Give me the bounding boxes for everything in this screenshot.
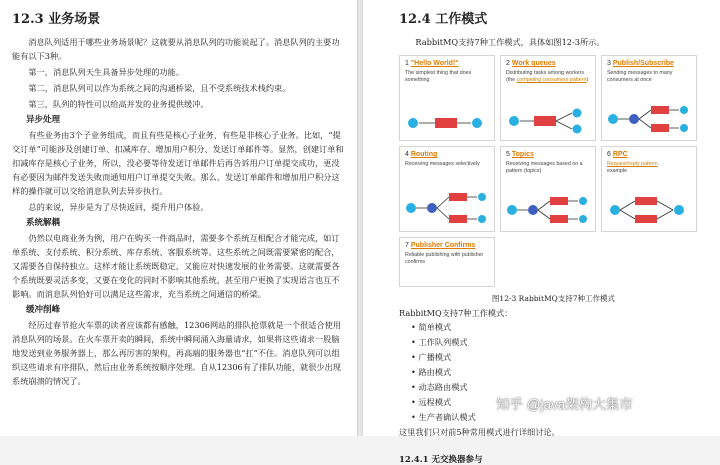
list-item: • 远程模式 [411,395,708,410]
decouple-body: 仍然以电商业务为例，用户在购买一件商品时，需要多个系统互相配合才能完成，如订单系统、支付系统、积分系统、库存系统、客服系统等。这些系统之间既需要紧密的配合，又需要各自保持独立。这样才能让系统既稳定，又能应对快速发展的业务需要。这就需要各个系统既要灵活多变，又要在变化的同时不影响其他系统，甚至用户更换了实现语言也互不影响。而消息队列恰好可以满足这些需求，充当系统之间通信的桥梁。 [12,233,340,299]
intro-paragraph: 消息队列适用于哪些业务场景呢？这就要从消息队列的功能说起了。消息队列的主要功能有以下3种。 [12,37,340,61]
tile-description: Distributing tasks among workers (the competing consumers pattern) [506,70,589,83]
tile-publish-subscribe [601,55,697,141]
tile-number: 3 [607,60,611,67]
async-summary: 总的来说，异步是为了尽快返回，提升用户体验。 [28,202,209,212]
tile-description: The simplest thing that does something [405,70,472,83]
figure-caption: 图12-3 RabbitMQ支持7种工作模式 [491,294,616,303]
tile-link-hello-world[interactable]: "Hello World!" [410,60,459,67]
tile-link-topics[interactable]: Topics [511,151,534,158]
list-item: • 工作队列模式 [411,335,708,350]
diagram-work-queue [506,108,586,134]
tile-number: 6 [607,151,611,158]
tile-topics [500,146,596,232]
tile-number: 7 [405,242,409,249]
point-1: 第一，消息队列天生具备异步处理的功能。 [28,67,184,77]
tile-description: Reliable publishing with publisher confirms [405,252,484,265]
tile-number: 2 [506,60,510,67]
tile-description: Request/reply pattern example [607,161,658,174]
tile-publisher-confirms [399,237,495,287]
decouple-heading: 系统解耦 [26,218,61,228]
tile-link-work-queues[interactable]: Work queues [511,60,556,67]
list-item: • 路由模式 [411,365,708,380]
right-page [363,0,720,465]
tile-description: Receiving messages selectively [405,161,480,167]
tile-number: 4 [405,151,409,158]
point-2: 第二，消息队列可以作为系统之间的沟通桥梁，且不受系统技术栈约束。 [28,83,291,93]
request-reply-link[interactable]: Request/reply pattern [607,161,658,167]
tile-description: Sending messages to many consumers at once [607,70,673,83]
tile-link-publish-subscribe[interactable]: Publish/Subscribe [612,60,674,67]
modes-intro: RabbitMQ支持7种工作模式： [399,308,513,318]
section-title-12-4: 12.4 工作模式 [399,12,488,27]
point-3: 第三，队列的特性可以给高并发的业务提供缓冲。 [28,99,209,109]
tile-link-routing[interactable]: Routing [410,151,438,158]
modes-outro: 这里我们只对前5种常用模式进行详细讨论。 [399,427,560,437]
tile-number: 1 [405,60,409,67]
tile-link-publisher-confirms[interactable]: Publisher Confirms [410,242,476,249]
buffer-body: 经历过春节抢火车票的读者应该都有感触，12306网站的排队抢票就是一个很适合使用消息队列的场景。在火车票开卖的瞬间，系统中瞬间涌入海量请求，如果将这些请求一股脑地发送到业务服务器上，那么再厉害的架构，再高端的服务器也“扛”不住。消息队列可以组织这些请求有序排队，然后由业务系统按顺序处理。自从12306有了排队功能，就很少出现系统崩溃的情况了。 [12,320,341,386]
tile-work-queues [500,55,596,141]
async-body: 有些业务由3个子业务组成，而且有些是核心子业务，有些是非核心子业务。比如，“提交订单”可能涉及创建订单、扣减库存、增加用户积分、发送订单邮件等。显然，创建订单和扣减库存是核心子业务，所以，没必要等待发送订单邮件后再告诉用户订单提交成功，更没有必要因为邮件发送失败而通知用户订单提交失败。那么，发送订单邮件和增加用户积分这样的操作就可以交给消息队列去异步执行。 [12,130,344,196]
diagram-fanout [607,104,691,134]
work-mode-figure [399,55,708,287]
diagram-topic-exchange [506,195,590,225]
list-item: • 简单模式 [411,320,708,335]
diagram-producer-queue-consumer [405,112,485,134]
tile-link-rpc[interactable]: RPC [612,151,628,158]
section-title-12-3: 12.3 业务场景 [12,12,101,27]
diagram-direct-exchange [405,191,489,225]
competing-consumers-link[interactable]: competing consumers pattern [516,77,587,83]
tile-description: Receiving messages based on a pattern (topics) [506,161,583,174]
buffer-heading: 缓冲削峰 [26,305,61,315]
list-item: • 动态路由模式 [411,380,708,395]
diagram-rpc [607,195,691,225]
tile-routing [399,146,495,232]
async-heading: 异步处理 [26,115,61,125]
tile-number: 5 [506,151,510,158]
left-page [0,0,357,436]
subsection-title: 12.4.1 无交换器参与 [399,455,483,465]
list-item: • 广播模式 [411,350,708,365]
tile-rpc [601,146,697,232]
tile-hello-world [399,55,495,141]
watermark: 知乎 @java架构大集市 [496,397,633,412]
list-item: • 生产者确认模式 [411,410,708,425]
right-intro: RabbitMQ支持7种工作模式，具体如图12-3所示。 [415,37,605,47]
